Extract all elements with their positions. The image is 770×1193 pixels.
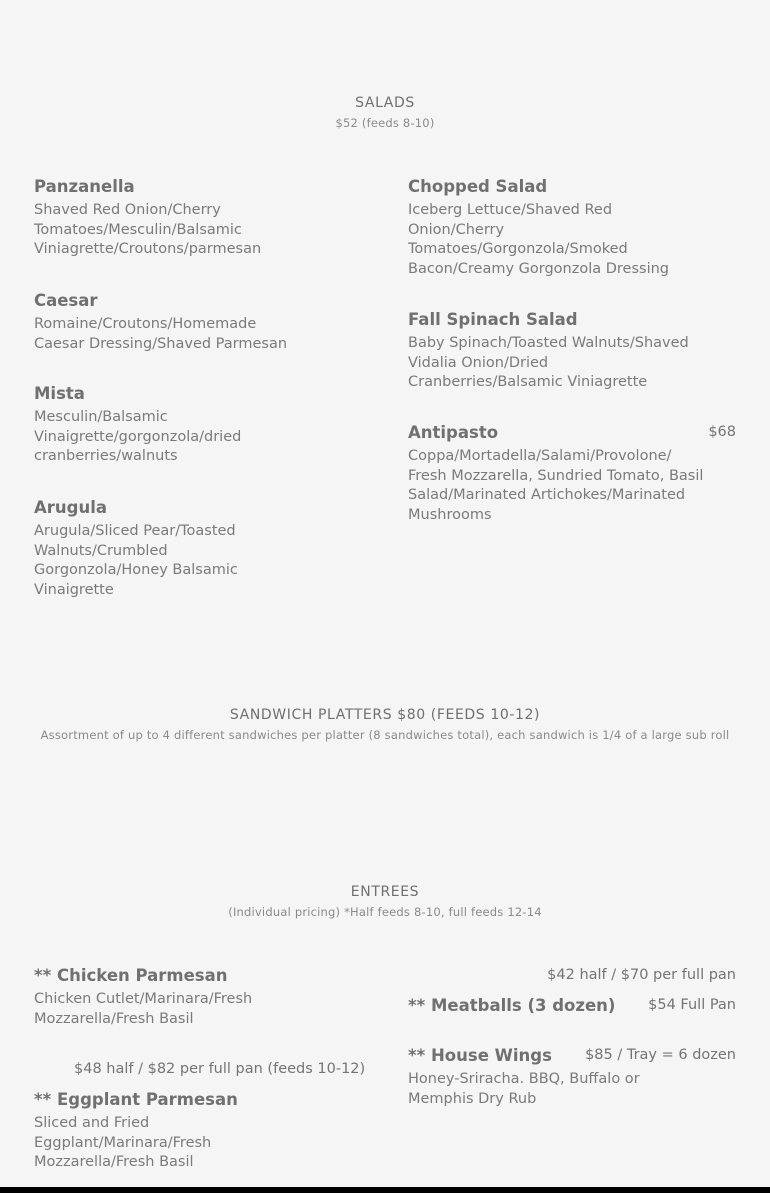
item-name: Antipasto — [408, 423, 499, 442]
menu-item-mista — [34, 384, 274, 467]
menu-item-fall-spinach-salad — [408, 310, 693, 393]
item-name: Chopped Salad — [408, 177, 548, 196]
salads-title: SALADS — [355, 95, 415, 111]
item-description: Chicken Cutlet/Marinara/Fresh Mozzarella/Fresh Basil — [34, 991, 253, 1027]
sandwich-platters-title: SANDWICH PLATTERS $80 (FEEDS 10-12) — [229, 707, 541, 723]
entrees-title: ENTREES — [350, 884, 420, 900]
entrees-subtitle: (Individual pricing) *Half feeds 8-10, full feeds 12-14 — [228, 905, 542, 919]
item-name: Caesar — [34, 291, 98, 310]
item-description: Arugula/Sliced Pear/Toasted Walnuts/Crumbled Gorgonzola/Honey Balsamic Vinaigrette — [34, 523, 238, 598]
meatballs-price: $54 Full Pan — [648, 997, 736, 1013]
item-description: Baby Spinach/Toasted Walnuts/Shaved Vidalia Onion/Dried Cranberries/Balsamic Viniagrette — [408, 335, 689, 391]
menu-item-meatballs — [408, 996, 648, 1020]
eggplant-parmesan-price: $42 half / $70 per full pan — [547, 967, 736, 983]
house-wings-price: $85 / Tray = 6 dozen — [585, 1047, 736, 1063]
item-description: Sliced and Fried Eggplant/Marinara/Fresh Mozzarella/Fresh Basil — [34, 1115, 212, 1171]
item-description: Coppa/Mortadella/Salami/Provolone/ Fresh Mozzarella, Sundried Tomato, Basil Salad/Marinated Artichokes/Marinated Mushrooms — [408, 448, 704, 523]
bottom-bar — [0, 1187, 770, 1193]
item-name: ** Eggplant Parmesan — [34, 1090, 238, 1109]
menu-item-panzanella — [34, 177, 284, 260]
salads-subtitle: $52 (feeds 8-10) — [335, 116, 435, 130]
item-description: Iceberg Lettuce/Shaved Red Onion/Cherry Tomatoes/Gorgonzola/Smoked Bacon/Creamy Gorgonzola Dressing — [408, 202, 669, 277]
item-description: Honey-Sriracha. BBQ, Buffalo or Memphis Dry Rub — [408, 1071, 640, 1107]
item-name: Mista — [34, 384, 85, 403]
item-description: Mesculin/Balsamic Vinaigrette/gorgonzola/dried cranberries/walnuts — [34, 409, 242, 465]
item-name: ** Meatballs (3 dozen) — [408, 996, 616, 1015]
menu-item-caesar — [34, 291, 304, 354]
menu-item-chopped-salad — [408, 177, 693, 279]
menu-item-antipasto — [408, 423, 708, 525]
antipasto-price: $68 — [708, 424, 736, 440]
item-name: ** Chicken Parmesan — [34, 966, 228, 985]
item-name: Arugula — [34, 498, 108, 517]
item-name: Fall Spinach Salad — [408, 310, 578, 329]
item-name: ** House Wings — [408, 1046, 552, 1065]
menu-item-chicken-parmesan — [34, 966, 294, 1029]
sandwich-platters-subtitle: Assortment of up to 4 different sandwiches per platter (8 sandwiches total), each sandwich is 1/4 of a large sub roll — [40, 728, 730, 742]
menu-item-arugula — [34, 498, 264, 600]
item-description: Shaved Red Onion/Cherry Tomatoes/Mesculin/Balsamic Viniagrette/Croutons/parmesan — [34, 202, 262, 258]
item-description: Romaine/Croutons/Homemade Caesar Dressing/Shaved Parmesan — [34, 316, 288, 352]
item-name: Panzanella — [34, 177, 135, 196]
chicken-parmesan-price: $48 half / $82 per full pan (feeds 10-12) — [74, 1061, 366, 1077]
menu-item-eggplant-parmesan — [34, 1090, 264, 1173]
